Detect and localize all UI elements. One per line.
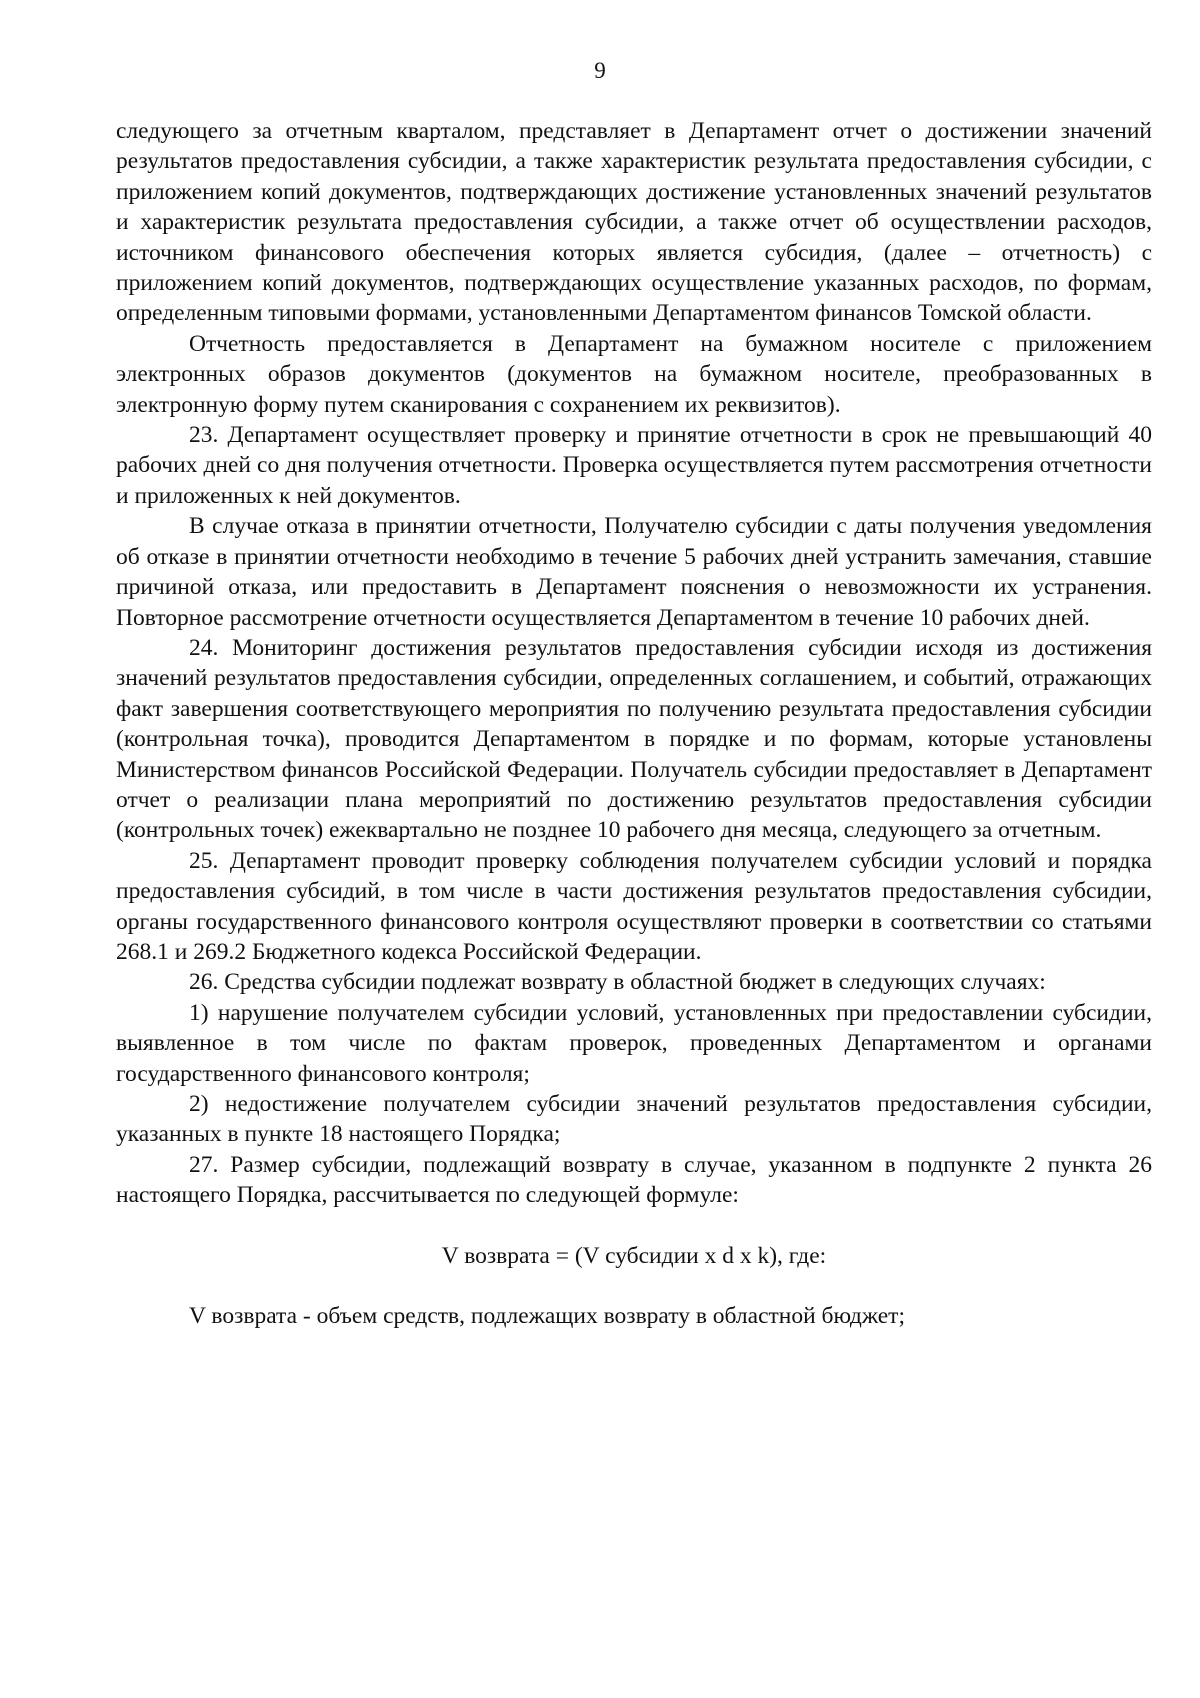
document-body bbox=[116, 116, 1152, 1331]
page-number: 9 bbox=[594, 58, 606, 83]
paragraph-23: 23. Департамент осуществляет проверку и принятие отчетности в срок не превышающий 40 рабочих дней со дня получения отчетности. Проверка осуществляется путем рассмотрения отчетности и приложенных к ней документов. bbox=[116, 422, 1152, 509]
formula-definition: V возврата - объем средств, подлежащих возврату в областной бюджет; bbox=[189, 1303, 905, 1330]
paragraph-reporting-continuation: следующего за отчетным кварталом, представляет в Департамент отчет о достижении значений результатов предоставления субсидии, а также характеристик результата предоставления субсидии, с приложением копий документов, подтверждающих достижение установленных значений результатов и характеристик результата предоставления субсидии, а также отчет об осуществлении расходов, источником финансового обеспечения которых является субсидия, (далее – отчетность) с приложением копий документов, подтверждающих осуществление указанных расходов, по формам, определенным типовыми формами, установленными Департаментом финансов Томской области. bbox=[116, 118, 1152, 327]
paragraph-23-refusal: В случае отказа в принятии отчетности, Получателю субсидии с даты получения уведомления об отказе в принятии отчетности необходимо в течение 5 рабочих дней устранить замечания, ставшие причиной отказа, или предоставить в Департамент пояснения о невозможности их устранения. Повторное рассмотрение отчетности осуществляется Департаментом в течение 10 рабочих дней. bbox=[116, 513, 1152, 631]
paragraph-24: 24. Мониторинг достижения результатов предоставления субсидии исходя из достижения значений результатов предоставления субсидии, определенных соглашением, и событий, отражающих факт завершения соответствующего мероприятия по получению результата предоставления субсидии (контрольная точка), проводится Департаментом в порядке и по формам, которые установлены Министерством финансов Российской Федерации. Получатель субсидии предоставляет в Департамент отчет о реализации плана мероприятий по достижению результатов предоставления субсидии (контрольных точек) ежеквартально не позднее 10 рабочего дня месяца, следующего за отчетным. bbox=[116, 634, 1152, 844]
paragraph-26: 26. Средства субсидии подлежат возврату в областной бюджет в следующих случаях: bbox=[189, 969, 1046, 996]
paragraph-26-item-1: 1) нарушение получателем субсидии условий, установленных при предоставлении субсидии, выявленное в том числе по фактам проверок, проведенных Департаментом и органами государственного финансового контроля; bbox=[116, 999, 1152, 1087]
paragraph-27: 27. Размер субсидии, подлежащий возврату в случае, указанном в подпункте 2 пункта 26 настоящего Порядка, рассчитывается по следующей формуле: bbox=[116, 1151, 1152, 1209]
paragraph-26-item-2: 2) недостижение получателем субсидии значений результатов предоставления субсидии, указанных в пункте 18 настоящего Порядка; bbox=[116, 1091, 1152, 1148]
paragraph-reporting-format: Отчетность предоставляется в Департамент на бумажном носителе с приложением электронных образов документов (документов на бумажном носителе, преобразованных в электронную форму путем сканирования с сохранением их реквизитов). bbox=[116, 330, 1152, 418]
paragraph-25: 25. Департамент проводит проверку соблюдения получателем субсидии условий и порядка предоставления субсидий, в том числе в части достижения результатов предоставления субсидии, органы государственного финансового контроля осуществляют проверки в соответствии со статьями 268.1 и 269.2 Бюджетного кодекса Российской Федерации. bbox=[116, 847, 1152, 965]
refund-formula: V возврата = (V субсидии x d x k), где: bbox=[441, 1242, 827, 1269]
